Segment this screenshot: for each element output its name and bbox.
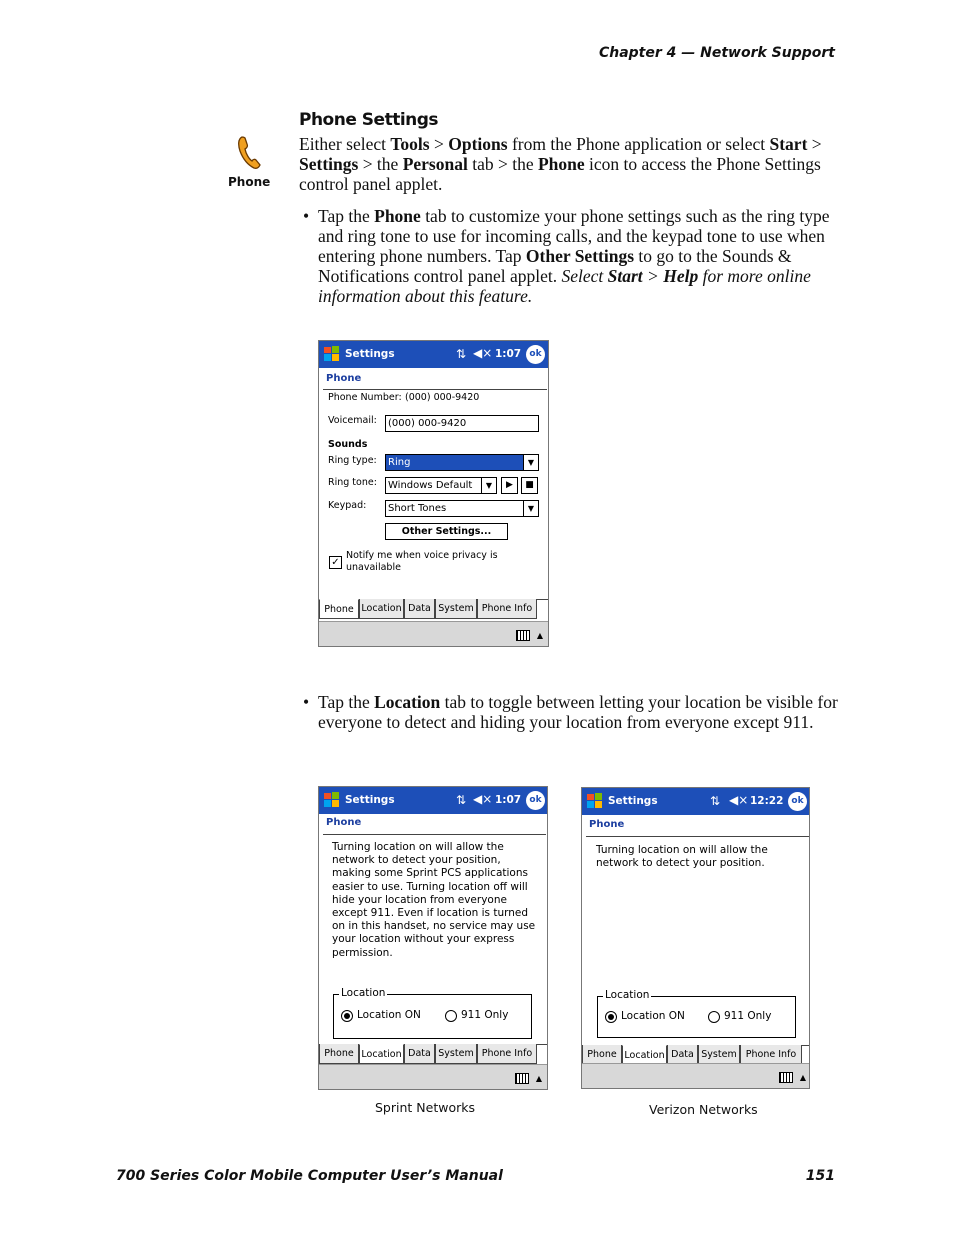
keyboard-icon[interactable] — [516, 630, 530, 641]
phone-icon-label: Phone — [228, 175, 271, 189]
keypad-label: Keypad: — [328, 500, 367, 511]
tab-phone[interactable]: Phone — [319, 599, 359, 619]
windows-start-icon[interactable] — [585, 791, 605, 811]
play-icon: ▶ — [506, 480, 513, 490]
location-group-label: Location — [341, 987, 386, 999]
voicemail-label: Voicemail: — [328, 415, 377, 426]
app-title: Settings — [608, 795, 658, 807]
tab-phone[interactable]: Phone — [319, 1044, 359, 1064]
tab-data[interactable]: Data — [404, 599, 435, 619]
911-only-label: 911 Only — [461, 1009, 509, 1021]
menu-bar — [319, 1064, 547, 1089]
chevron-down-icon[interactable]: ▼ — [481, 478, 496, 493]
tab-phone-info[interactable]: Phone Info — [740, 1045, 802, 1065]
sprint-location-screenshot — [318, 786, 548, 1090]
chevron-down-icon[interactable]: ▼ — [523, 455, 538, 470]
tab-data[interactable]: Data — [404, 1044, 435, 1064]
location-on-radio[interactable] — [605, 1011, 617, 1023]
location-on-label: Location ON — [357, 1009, 421, 1021]
title-bar — [319, 341, 548, 368]
tab-phone[interactable]: Phone — [582, 1045, 622, 1065]
intro-paragraph: Either select Tools > Options from the Phone application or select Start > Settings > the Personal tab > the Phone icon to access the Phone Settings control panel applet. — [299, 134, 822, 194]
ok-button[interactable]: ok — [526, 791, 545, 810]
app-title: Settings — [345, 348, 395, 360]
running-header: Chapter 4 — Network Support — [598, 45, 835, 61]
tab-strip — [319, 1044, 547, 1065]
chevron-down-icon[interactable]: ▼ — [523, 501, 538, 516]
connectivity-icon[interactable]: ⇅ — [456, 347, 467, 361]
phone-number-label: Phone Number: — [328, 392, 402, 403]
ring-type-select[interactable] — [385, 454, 539, 471]
app-title: Settings — [345, 794, 395, 806]
connectivity-icon[interactable]: ⇅ — [456, 793, 467, 807]
ring-tone-label: Ring tone: — [328, 477, 377, 488]
ring-type-value: Ring — [388, 457, 411, 468]
notify-checkbox-label: Notify me when voice privacy is unavailable — [346, 550, 498, 573]
bullet-phone-tab: • Tap the Phone tab to customize your phone settings such as the ring type and ring tone to use for incoming calls, and the keypad tone to use when entering phone numbers. Tap Other Settings to go to the Sounds & Notifications control panel applet. Select Start > Help for more online information about this feature. — [299, 206, 844, 306]
windows-start-icon[interactable] — [322, 344, 342, 364]
phone-settings-screenshot — [318, 340, 549, 647]
clock-time[interactable]: 1:07 — [495, 348, 522, 360]
sounds-label: Sounds — [328, 439, 368, 450]
voicemail-input[interactable]: (000) 000-9420 — [385, 415, 539, 432]
location-description: Turning location on will allow the network to detect your position, making some Sprint PCS applications easier to use. Turning location off will hide your location from everyone except 911. Even if location is turned on in this handset, no service may use your location without your express permission. — [332, 841, 536, 959]
divider — [586, 836, 810, 837]
input-panel-arrow-icon[interactable]: ▲ — [799, 1073, 806, 1082]
menu-bar — [319, 621, 548, 646]
location-on-radio[interactable] — [341, 1010, 353, 1022]
footer-title: 700 Series Color Mobile Computer User’s Manual — [116, 1168, 503, 1184]
clock-time[interactable]: 12:22 — [750, 795, 784, 807]
sprint-caption: Sprint Networks — [375, 1100, 475, 1115]
ok-button[interactable]: ok — [526, 345, 545, 364]
tab-location[interactable]: Location — [359, 599, 404, 619]
phone-icon — [236, 135, 262, 171]
title-bar — [319, 787, 547, 814]
phone-number-value: (000) 000-9420 — [405, 392, 480, 403]
tab-phone-info[interactable]: Phone Info — [477, 1044, 537, 1064]
911-only-radio[interactable] — [445, 1010, 457, 1022]
speaker-icon[interactable]: ◀× — [729, 793, 749, 807]
page-title: Phone — [589, 819, 625, 830]
tab-data[interactable]: Data — [667, 1045, 698, 1065]
verizon-caption: Verizon Networks — [649, 1102, 758, 1117]
page-title: Phone — [326, 817, 362, 828]
tab-location[interactable]: Location — [622, 1045, 667, 1065]
911-only-radio[interactable] — [708, 1011, 720, 1023]
input-panel-arrow-icon[interactable]: ▲ — [535, 1074, 542, 1083]
bullet-list-2 — [299, 692, 844, 732]
divider — [323, 389, 547, 390]
ring-tone-select[interactable] — [385, 477, 497, 494]
bullet-location-tab: • Tap the Location tab to toggle between letting your location be visible for everyone to detect and hiding your location from everyone except 911. — [299, 692, 844, 732]
windows-start-icon[interactable] — [322, 790, 342, 810]
signal-icon[interactable]: ⇅ — [710, 794, 721, 808]
input-panel-arrow-icon[interactable]: ▲ — [536, 631, 543, 640]
ring-tone-value: Windows Default — [388, 480, 473, 491]
tab-strip — [319, 599, 548, 620]
section-title: Phone Settings — [299, 110, 439, 130]
page-title: Phone — [326, 373, 362, 384]
location-group — [333, 987, 532, 1039]
location-group — [597, 989, 796, 1038]
tab-system[interactable]: System — [435, 1044, 477, 1064]
menu-bar — [582, 1063, 809, 1088]
ok-button[interactable]: ok — [788, 792, 807, 811]
ring-type-label: Ring type: — [328, 455, 377, 466]
keyboard-icon[interactable] — [515, 1073, 529, 1084]
tab-location[interactable]: Location — [359, 1044, 404, 1064]
tab-system[interactable]: System — [698, 1045, 740, 1065]
bullet-list-1 — [299, 206, 844, 306]
keypad-select[interactable] — [385, 500, 539, 517]
keyboard-icon[interactable] — [779, 1072, 793, 1083]
keypad-value: Short Tones — [388, 503, 447, 514]
verizon-location-screenshot — [581, 787, 810, 1089]
location-on-label: Location ON — [621, 1010, 685, 1022]
location-group-label: Location — [605, 989, 650, 1001]
speaker-icon[interactable]: ◀× — [473, 792, 493, 806]
notify-checkbox[interactable] — [329, 556, 342, 569]
title-bar — [582, 788, 809, 815]
play-button[interactable] — [501, 477, 518, 494]
tab-system[interactable]: System — [435, 599, 477, 619]
clock-time[interactable]: 1:07 — [495, 794, 522, 806]
speaker-icon[interactable]: ◀× — [473, 346, 493, 360]
tab-phone-info[interactable]: Phone Info — [477, 599, 537, 619]
divider — [323, 834, 546, 835]
checkmark-icon: ✓ — [331, 557, 340, 568]
stop-button[interactable] — [521, 477, 538, 494]
other-settings-button[interactable]: Other Settings... — [385, 523, 508, 540]
911-only-label: 911 Only — [724, 1010, 772, 1022]
page-number: 151 — [805, 1168, 835, 1184]
stop-icon: ■ — [525, 480, 534, 490]
location-description: Turning location on will allow the network to detect your position. — [596, 844, 768, 870]
